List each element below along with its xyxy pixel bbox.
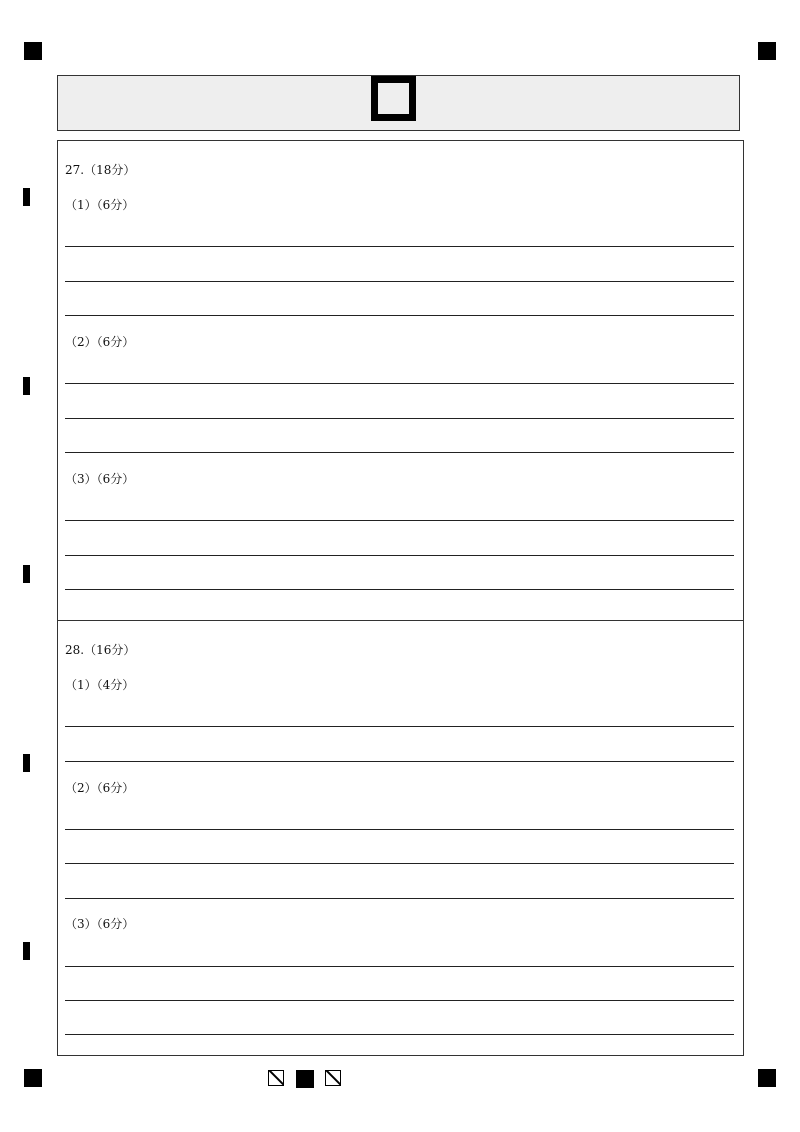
question-28-part-1-label: （1）（4分） [65, 678, 135, 692]
answer-line[interactable] [65, 1034, 734, 1035]
answer-line[interactable] [65, 863, 734, 864]
question-27-part-1-label: （1）（6分） [65, 198, 135, 212]
answer-line[interactable] [65, 383, 734, 384]
corner-mark-top-left [24, 42, 42, 60]
corner-mark-top-right [758, 42, 776, 60]
corner-mark-bottom-left [24, 1069, 42, 1087]
footer-hatched-mark [325, 1070, 341, 1086]
answer-line[interactable] [65, 829, 734, 830]
answer-area [57, 140, 744, 1056]
answer-line[interactable] [65, 246, 734, 247]
question-27-part-2-label: （2）（6分） [65, 335, 135, 349]
answer-line[interactable] [65, 520, 734, 521]
answer-line[interactable] [65, 589, 734, 590]
side-timing-mark [23, 565, 30, 583]
answer-line[interactable] [65, 555, 734, 556]
side-timing-mark [23, 188, 30, 206]
answer-line[interactable] [65, 281, 734, 282]
answer-line[interactable] [65, 315, 734, 316]
answer-line[interactable] [65, 966, 734, 967]
answer-line[interactable] [65, 898, 734, 899]
footer-hatched-mark [268, 1070, 284, 1086]
answer-line[interactable] [65, 761, 734, 762]
question-28-part-3-label: （3）（6分） [65, 917, 135, 931]
question-27-title: 27.（18分） [65, 163, 136, 177]
header-square-mark [371, 76, 416, 121]
corner-mark-bottom-right [758, 1069, 776, 1087]
question-28-title: 28.（16分） [65, 643, 136, 657]
question-27-part-3-label: （3）（6分） [65, 472, 135, 486]
answer-line[interactable] [65, 726, 734, 727]
answer-line[interactable] [65, 452, 734, 453]
side-timing-mark [23, 754, 30, 772]
footer-solid-mark [296, 1070, 314, 1088]
answer-line[interactable] [65, 1000, 734, 1001]
question-28-part-2-label: （2）（6分） [65, 781, 135, 795]
side-timing-mark [23, 942, 30, 960]
side-timing-mark [23, 377, 30, 395]
answer-line[interactable] [65, 418, 734, 419]
section-divider [57, 620, 744, 621]
